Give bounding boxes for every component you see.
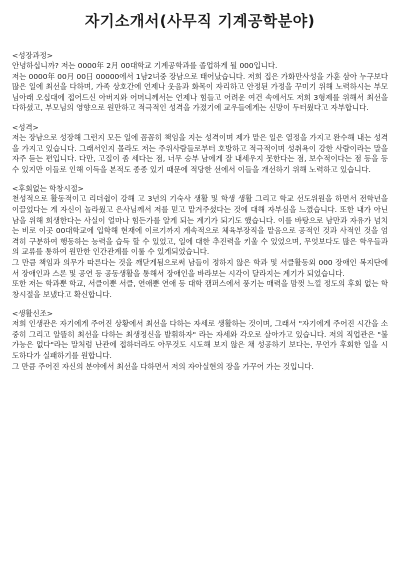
paragraph: 천성적으로 활동적이고 리더쉽이 강해 고 3년의 기숙사 생활 및 학생 생활 그리고 학교 선도위원을 하면서 전학년을 이끌었다는 게 자신이 놀라웠고 은사님께서 저를 믿고 맡겨주셨다는 것에 대해 자부심을 느꼈습니다. 또한 내가 아닌 남을 위해 희생한다는 사실이 얼마나 힘든가를 알게 되는 계기가 되기도 했습니다. 이를 바탕으로 남만과 자유가 넘치는 비로 이곳 00대학교에 입학해 현재에 이르기까지 계속적으로 체육부장직을 맡음으로 공적인 것과 사적인 것을 엄격히 구분하여 행동하는 능력을 습득 할 수 있었고, 일에 대한 추진력을 키울 수 있었으며, 무엇보다도 많은 학우들과의 교류를 통하여 원만한 인간관계를 이룰 수 있게되었습니다. (12, 194, 388, 257)
paragraph: 저는 0000年 00月 00日 00000에서 1남2녀중 장남으로 태어났습니다. 저희 집은 가화만사성을 가훈 삼아 누구보다 많은 일에 최선을 다하며, 가족 상호간에 언제나 웃음과 화목이 자리하고 안정된 가정을 꾸미기 위해 노력하시는 부모님아래 오십대에 접어드신 아버지와 어머니께서는 언제나 힘들고 어려운 여건 속에서도 저희 3형제를 위해서 최선을 다하셨고, 부모님의 영향으로 원만하고 적극적인 성격을 가졌기에 교우들에게는 신망이 두터웠다고 자부합니다. (12, 71, 388, 113)
section-school-life (12, 183, 388, 300)
section-heading: <후회없는 학창시절> (12, 184, 84, 194)
section-life-motto (12, 308, 388, 372)
section-growth (12, 50, 388, 114)
paragraph: 안녕하십니까? 저는 0000年 2月 00대학교 기계공학과를 졸업하게 될 000입니다. (12, 61, 278, 70)
section-heading: <성격> (12, 122, 39, 132)
document-title: 자기소개서(사무직 기계공학분야) (84, 12, 316, 30)
section-heading: <생활신조> (12, 309, 53, 319)
paragraph: 저희 인생관은 자기에게 주어진 상황에서 최선을 다하는 자세로 생활하는 것이며, 그래서 "자기에게 주어진 시간을 소중히 그리고 알뜰히 최선을 다하는 최생정신을 발휘하자" 라는 자세와 각오로 살아가고 있습니다. 저의 직업관은 "불가능은 없다"라는 말처럼 난관에 접하더라도 아무것도 시도해 보지 않은 채 성공하기 보다는, 무언가 후회한 일을 시도하다가 실패하기를 원합니다. (12, 319, 388, 361)
paragraph: 또한 저는 학과뿐 학교, 서클이뿐 서클, 연애뿐 연애 등 대학 캠퍼스에서 풍기는 매력을 맘껏 느낄 정도의 후회 없는 학창시절을 보냈다고 확신합니다. (12, 279, 388, 299)
section-personality (12, 122, 388, 175)
section-heading: <성장과정> (12, 51, 53, 60)
paragraph: 저는 장남으로 성장해 그런지 모든 일에 꼼꼼히 책임을 지는 성격이며 제가 맡은 일은 열정을 가지고 완수해 내는 성격을 가지고 있습니다. 그래서인지 몰라도 저는 주위사람들로부터 호방하고 적극적이며 성취욕이 강한 사람이라는 말을 자주 듣는 편입니다. 다만, 고집이 좀 세다는 점, 너무 승부 남에게 잘 내세우지 못한다는 점, 보수적이다는 점 등을 등 수 있지만 이들로 인해 이득을 본적도 종종 있기 때문에 적당한 선에서 이들을 개선하기 위해 노력하고 있습니다. (12, 132, 388, 174)
paragraph: 그 만큼 책임과 의무가 따른다는 것을 깨닫게됨으로써 남들이 정하지 않은 학과 및 서클활동외 000 장애인 복지단에서 장애인과 스론 및 공연 등 공동생활을 통해서 장애인을 바라보는 시각이 달라지는 계기가 되었습니다. (12, 257, 388, 278)
paragraph: 그 만큼 주어진 자신의 분야에서 최선을 다하면서 저의 자아실현의 장을 가꾸어 가는 것입니다. (12, 361, 314, 371)
